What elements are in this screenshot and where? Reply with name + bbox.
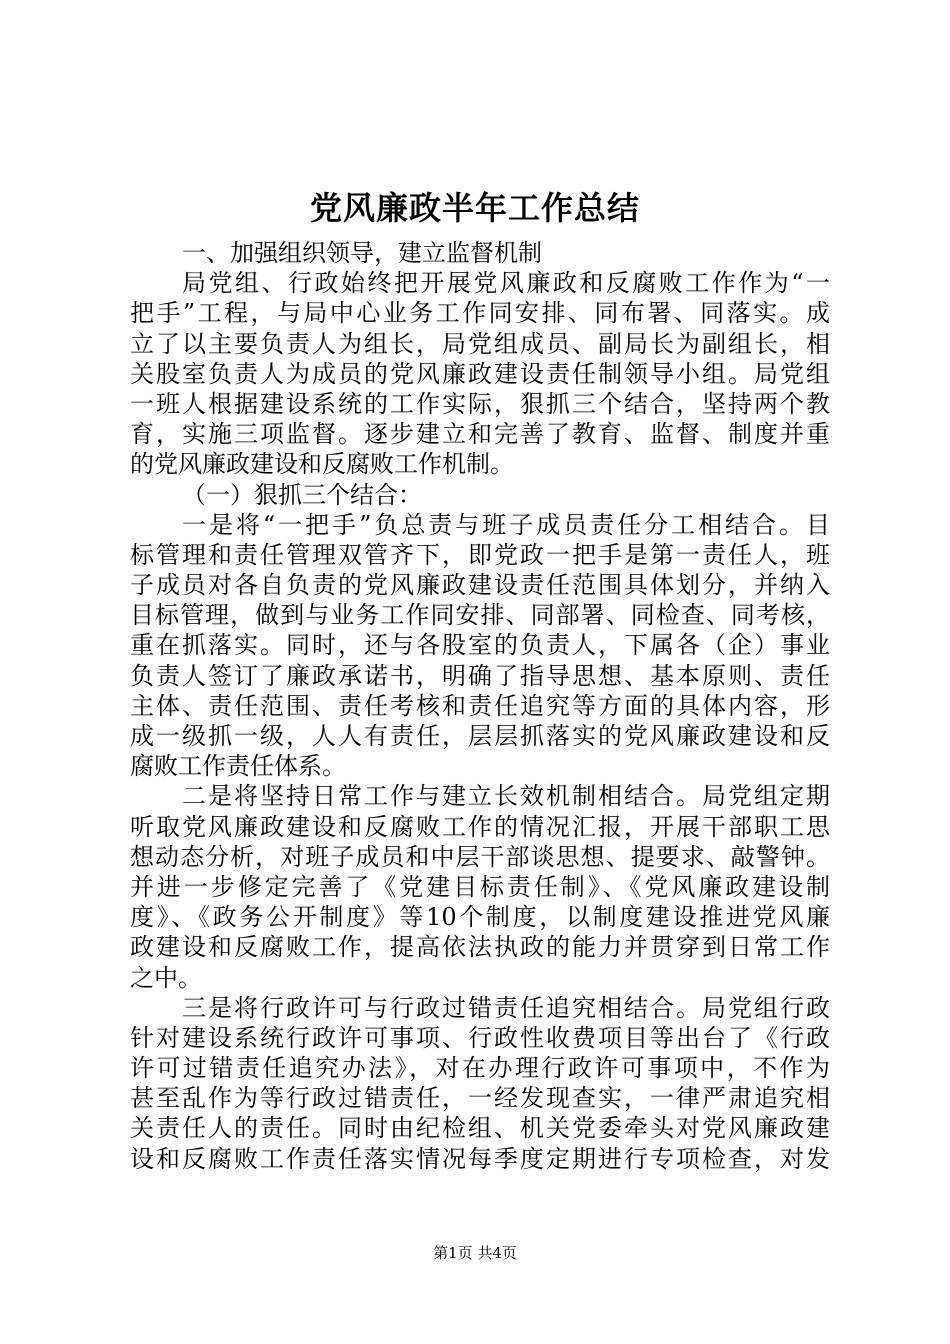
text-line: 标管理和责任管理双管齐下，即党政一把手是第一责任人，班 xyxy=(130,540,830,569)
page-number: 第1页 共4页 xyxy=(433,1244,517,1262)
text-line: 甚至乱作为等行政过错责任，一经发现查实，一律严肃追究相 xyxy=(130,1084,830,1113)
text-line: 负责人签订了廉政承诺书，明确了指导思想、基本原则、责任 xyxy=(130,661,830,690)
text-line: 并进一步修定完善了《党建目标责任制》、《党风廉政建设制 xyxy=(130,872,830,901)
text-line: 许可过错责任追究办法》，对在办理行政许可事项中，不作为 xyxy=(130,1054,830,1083)
text-line: 三是将行政许可与行政过错责任追究相结合。局党组行政 xyxy=(182,993,830,1022)
text-line: （一）狠抓三个结合： xyxy=(182,480,422,509)
text-line: 一、加强组织领导，建立监督机制 xyxy=(182,239,542,267)
text-line: 主体、责任范围、责任考核和责任追究等方面的具体内容，形 xyxy=(130,691,830,720)
text-line: 想动态分析，对班子成员和中层干部谈思想、提要求、敲警钟。 xyxy=(130,842,830,871)
text-line: 设和反腐败工作责任落实情况每季度定期进行专项检查，对发 xyxy=(130,1144,830,1173)
text-line: 政建设和反腐败工作，提高依法执政的能力并贯穿到日常工作 xyxy=(130,933,830,962)
text-line: 立了以主要负责人为组长，局党组成员、副局长为副组长，相 xyxy=(130,329,830,358)
text-line: 之中。 xyxy=(130,963,202,992)
text-line: 的党风廉政建设和反腐败工作机制。 xyxy=(130,450,514,479)
text-line: 子成员对各自负责的党风廉政建设责任范围具体划分，并纳入 xyxy=(130,571,830,600)
document-title: 党风廉政半年工作总结 xyxy=(309,189,640,227)
text-line: 育，实施三项监督。逐步建立和完善了教育、监督、制度并重 xyxy=(130,420,830,449)
text-line: 局党组、行政始终把开展党风廉政和反腐败工作作为“一 xyxy=(182,269,830,298)
text-line: 关股室负责人为成员的党风廉政建设责任制领导小组。局党组 xyxy=(130,359,830,388)
text-line: 成一级抓一级，人人有责任，层层抓落实的党风廉政建设和反 xyxy=(130,722,830,750)
text-line: 关责任人的责任。同时由纪检组、机关党委牵头对党风廉政建 xyxy=(130,1114,830,1143)
text-line: 听取党风廉政建设和反腐败工作的情况汇报，开展干部职工思 xyxy=(130,812,830,841)
text-line: 目标管理，做到与业务工作同安排、同部署、同检查、同考核， xyxy=(130,601,830,630)
text-line: 针对建设系统行政许可事项、行政性收费项目等出台了《行政 xyxy=(130,1023,830,1052)
text-line: 一是将“一把手”负总责与班子成员责任分工相结合。目 xyxy=(182,510,830,539)
text-line: 腐败工作责任体系。 xyxy=(130,752,346,781)
text-line: 把手”工程，与局中心业务工作同安排、同布署、同落实。成 xyxy=(130,299,830,328)
text-line: 一班人根据建设系统的工作实际，狠抓三个结合，坚持两个教 xyxy=(130,389,830,418)
document-body xyxy=(130,238,830,1174)
text-line: 二是将坚持日常工作与建立长效机制相结合。局党组定期 xyxy=(182,782,830,811)
text-line: 重在抓落实。同时，还与各股室的负责人，下属各（企）事业 xyxy=(130,631,830,660)
text-line: 度》、《政务公开制度》等10个制度，以制度建设推进党风廉 xyxy=(130,903,830,932)
